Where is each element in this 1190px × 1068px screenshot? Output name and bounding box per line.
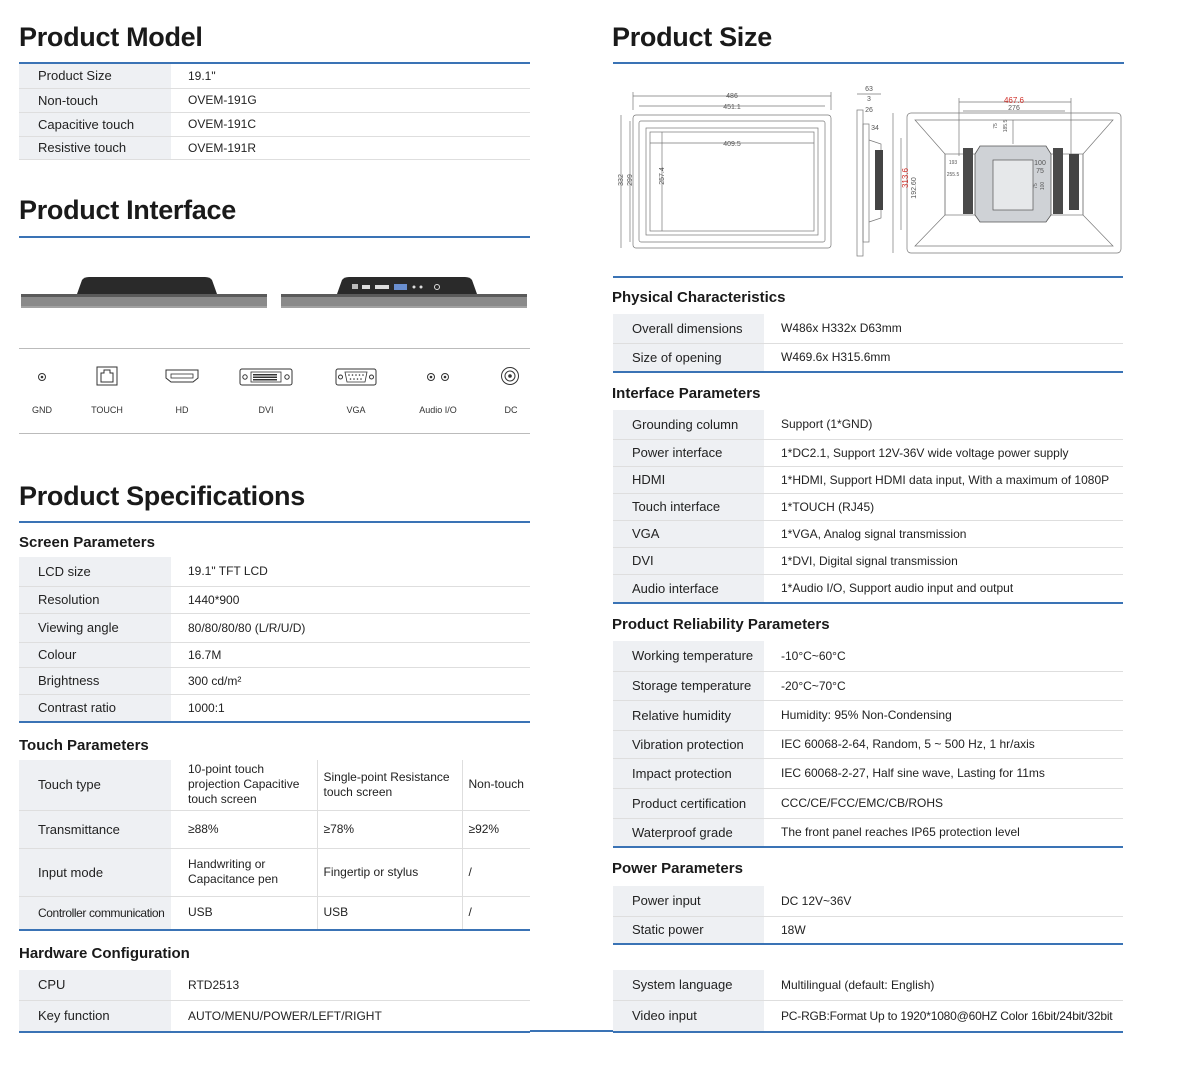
capacitive-value: Handwriting or Capacitance pen	[171, 848, 317, 896]
row-value: The front panel reaches IP65 protection level	[764, 818, 1123, 847]
capacitive-value: 10-point touch projection Capacitive touch screen	[171, 760, 317, 810]
row-value: -10°C~60°C	[764, 641, 1123, 671]
product-specifications-title: Product Specifications	[19, 481, 305, 511]
row-value: DC 12V~36V	[764, 886, 1123, 916]
table-row	[19, 112, 530, 136]
dvi-port-icon	[239, 368, 293, 386]
row-label: Size of opening	[613, 343, 764, 372]
row-value: OVEM-191R	[171, 136, 530, 159]
touch-parameters-heading: Touch Parameters	[19, 737, 149, 754]
port-label: VGA	[346, 405, 366, 415]
row-label: Audio interface	[613, 574, 764, 603]
row-value: 18W	[764, 916, 1123, 944]
svg-text:332: 332	[618, 174, 625, 186]
row-label: Working temperature	[613, 641, 764, 671]
row-label: Resolution	[19, 586, 171, 613]
hardware-left-table	[19, 970, 530, 1033]
table-row	[613, 818, 1123, 847]
resistive-value: USB	[317, 896, 462, 930]
non-touch-value: /	[462, 896, 530, 930]
svg-text:75: 75	[993, 123, 999, 129]
divider	[19, 348, 530, 349]
row-label: DVI	[613, 547, 764, 574]
table-row	[19, 88, 530, 112]
table-row	[613, 641, 1123, 671]
row-value: PC-RGB:Format Up to 1920*1080@60HZ Color 16bit/24bit/32bit	[764, 1000, 1123, 1032]
non-touch-value: ≥92%	[462, 810, 530, 848]
hardware-configuration-heading: Hardware Configuration	[19, 945, 190, 962]
capacitive-value: USB	[171, 896, 317, 930]
svg-text:192.60: 192.60	[911, 177, 918, 199]
title-rule	[613, 62, 1124, 64]
row-label: Resistive touch	[19, 136, 171, 159]
row-value: 1000:1	[171, 694, 530, 722]
svg-text:486: 486	[726, 93, 738, 100]
row-value: 1*DVI, Digital signal transmission	[764, 547, 1123, 574]
table-row	[613, 730, 1123, 758]
hdmi-port-icon	[165, 368, 199, 384]
table-row	[613, 574, 1123, 603]
title-rule	[19, 236, 530, 238]
row-label: Viewing angle	[19, 613, 171, 642]
svg-text:276: 276	[1008, 105, 1020, 112]
row-label: Relative humidity	[613, 700, 764, 730]
table-row	[19, 667, 530, 694]
row-label: Video input	[613, 1000, 764, 1032]
row-value: 1*HDMI, Support HDMI data input, With a maximum of 1080P	[764, 466, 1123, 493]
row-label: VGA	[613, 520, 764, 547]
row-label: Static power	[613, 916, 764, 944]
row-label: System language	[613, 970, 764, 1000]
row-label: Colour	[19, 642, 171, 667]
physical-characteristics-table	[613, 314, 1123, 373]
svg-text:257.4: 257.4	[659, 167, 666, 185]
table-row	[19, 760, 530, 810]
port-label: Audio I/O	[419, 405, 457, 415]
svg-text:3: 3	[867, 96, 871, 103]
table-row	[613, 758, 1123, 788]
row-label: Grounding column	[613, 410, 764, 439]
table-row	[613, 493, 1123, 520]
table-row	[613, 439, 1123, 466]
svg-text:75: 75	[1036, 168, 1044, 175]
screen-parameters-heading: Screen Parameters	[19, 534, 155, 551]
resistive-value: Single-point Resistance touch screen	[317, 760, 462, 810]
row-label: CPU	[19, 970, 171, 1000]
product-interface-title: Product Interface	[19, 195, 236, 225]
resistive-value: Fingertip or stylus	[317, 848, 462, 896]
row-value: -20°C~70°C	[764, 671, 1123, 700]
svg-text:313.6: 313.6	[901, 167, 910, 189]
svg-text:255.5: 255.5	[946, 172, 960, 178]
table-row	[19, 613, 530, 642]
svg-text:193: 193	[948, 160, 958, 166]
row-value: 1*VGA, Analog signal transmission	[764, 520, 1123, 547]
table-row	[19, 557, 530, 586]
table-row	[19, 970, 530, 1000]
interface-parameters-table	[613, 410, 1123, 604]
svg-text:100: 100	[1034, 160, 1046, 167]
dc-port-icon	[500, 366, 520, 386]
row-label: Key function	[19, 1000, 171, 1032]
port-label: HD	[175, 405, 189, 415]
row-label: Transmittance	[19, 810, 171, 848]
table-row	[19, 694, 530, 722]
table-row	[613, 547, 1123, 574]
title-rule	[613, 276, 1123, 278]
port-label: DC	[504, 405, 518, 415]
row-value: 80/80/80/80 (L/R/U/D)	[171, 613, 530, 642]
svg-text:34: 34	[871, 125, 879, 132]
row-value: W469.6x H315.6mm	[764, 343, 1123, 372]
row-label: Overall dimensions	[613, 314, 764, 343]
divider	[19, 433, 530, 434]
row-label: LCD size	[19, 557, 171, 586]
row-value: 16.7M	[171, 642, 530, 667]
table-row	[613, 886, 1123, 916]
row-value: 19.1" TFT LCD	[171, 557, 530, 586]
vga-port-icon	[335, 368, 377, 386]
row-label: Power interface	[613, 439, 764, 466]
gnd-port-icon	[36, 371, 48, 383]
row-value: 19.1"	[171, 64, 530, 88]
row-label: HDMI	[613, 466, 764, 493]
svg-text:467.6: 467.6	[1003, 96, 1025, 105]
row-value: OVEM-191C	[171, 112, 530, 136]
row-label: Contrast ratio	[19, 694, 171, 722]
row-label: Power input	[613, 886, 764, 916]
dimension-drawing-image	[613, 80, 1125, 258]
svg-text:409.5: 409.5	[723, 141, 741, 148]
row-label: Product Size	[19, 64, 171, 88]
reliability-parameters-heading: Product Reliability Parameters	[612, 616, 830, 633]
table-row	[613, 520, 1123, 547]
hardware-right-table	[613, 970, 1123, 1033]
row-label: Brightness	[19, 667, 171, 694]
svg-text:75: 75	[1033, 183, 1039, 189]
physical-characteristics-heading: Physical Characteristics	[612, 289, 786, 306]
svg-text:63: 63	[865, 86, 873, 93]
port-label: TOUCH	[91, 405, 123, 415]
row-value: IEC 60068-2-64, Random, 5 ~ 500 Hz, 1 hr/axis	[764, 730, 1123, 758]
row-value: 1440*900	[171, 586, 530, 613]
power-parameters-table	[613, 886, 1123, 945]
table-row	[19, 586, 530, 613]
row-label: Capacitive touch	[19, 112, 171, 136]
row-label: Touch interface	[613, 493, 764, 520]
non-touch-value: Non-touch	[462, 760, 530, 810]
product-model-title: Product Model	[19, 22, 203, 52]
row-value: 1*TOUCH (RJ45)	[764, 493, 1123, 520]
row-value: OVEM-191G	[171, 88, 530, 112]
touch-parameters-table	[19, 760, 530, 931]
table-row	[613, 343, 1123, 372]
table-row	[613, 970, 1123, 1000]
product-size-title: Product Size	[612, 22, 772, 52]
table-row	[19, 896, 530, 930]
row-value: CCC/CE/FCC/EMC/CB/ROHS	[764, 788, 1123, 818]
row-value: Support (1*GND)	[764, 410, 1123, 439]
table-row	[613, 1000, 1123, 1032]
title-rule	[19, 521, 530, 523]
table-row	[613, 314, 1123, 343]
row-label: Touch type	[19, 760, 171, 810]
table-row	[613, 700, 1123, 730]
svg-text:185.5: 185.5	[1003, 119, 1009, 133]
non-touch-value: /	[462, 848, 530, 896]
audio-port-icon	[425, 371, 451, 383]
table-row	[19, 136, 530, 159]
svg-text:299: 299	[627, 174, 634, 186]
port-label: GND	[32, 405, 52, 415]
svg-text:26: 26	[865, 107, 873, 114]
row-label: Product certification	[613, 788, 764, 818]
row-value: 1*Audio I/O, Support audio input and output	[764, 574, 1123, 603]
row-label: Storage temperature	[613, 671, 764, 700]
row-label: Input mode	[19, 848, 171, 896]
row-value: IEC 60068-2-27, Half sine wave, Lasting for 11ms	[764, 758, 1123, 788]
port-label: DVI	[258, 405, 274, 415]
interface-side-view-image	[19, 276, 531, 312]
table-row	[613, 916, 1123, 944]
row-label: Non-touch	[19, 88, 171, 112]
table-row	[613, 466, 1123, 493]
table-row	[613, 671, 1123, 700]
row-value: Humidity: 95% Non-Condensing	[764, 700, 1123, 730]
table-row	[19, 642, 530, 667]
svg-text:451.1: 451.1	[723, 104, 741, 111]
row-value: AUTO/MENU/POWER/LEFT/RIGHT	[171, 1000, 530, 1032]
table-row	[19, 810, 530, 848]
row-label: Controller communication	[19, 896, 171, 930]
table-row	[19, 1000, 530, 1032]
row-value: RTD2513	[171, 970, 530, 1000]
reliability-parameters-table	[613, 641, 1123, 848]
row-label: Waterproof grade	[613, 818, 764, 847]
capacitive-value: ≥88%	[171, 810, 317, 848]
svg-text:100: 100	[1040, 181, 1046, 191]
hardware-rule-connector	[530, 1030, 613, 1032]
product-model-table	[19, 64, 530, 160]
row-value: 1*DC2.1, Support 12V-36V wide voltage power supply	[764, 439, 1123, 466]
row-label: Vibration protection	[613, 730, 764, 758]
table-row	[19, 848, 530, 896]
row-value: Multilingual (default: English)	[764, 970, 1123, 1000]
interface-parameters-heading: Interface Parameters	[612, 385, 761, 402]
resistive-value: ≥78%	[317, 810, 462, 848]
row-value: W486x H332x D63mm	[764, 314, 1123, 343]
row-value: 300 cd/m²	[171, 667, 530, 694]
table-row	[613, 788, 1123, 818]
table-row	[613, 410, 1123, 439]
power-parameters-heading: Power Parameters	[612, 860, 743, 877]
row-label: Impact protection	[613, 758, 764, 788]
screen-parameters-table	[19, 557, 530, 723]
table-row	[19, 64, 530, 88]
touch-port-icon	[96, 366, 118, 386]
